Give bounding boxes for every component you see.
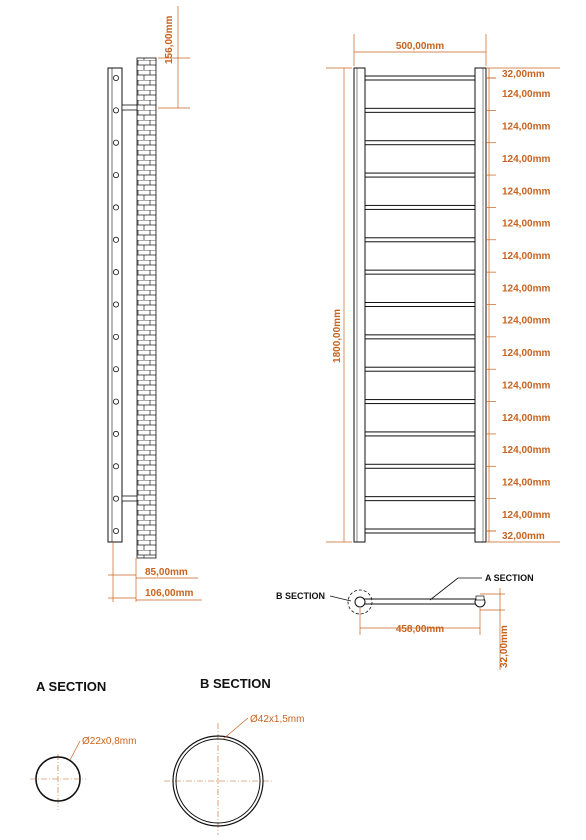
- spacing-dimension: 124,00mm: [502, 283, 551, 295]
- spacing-dimension: 124,00mm: [502, 509, 551, 521]
- section-a: [30, 679, 136, 810]
- bar-end-circles: [113, 75, 118, 533]
- spacing-dimension: 124,00mm: [502, 477, 551, 489]
- width-dimension: 500,00mm: [395, 41, 445, 52]
- bar-end-circle: [113, 399, 118, 404]
- front-bar: [365, 108, 475, 112]
- front-bar: [365, 303, 475, 307]
- bar-end-circle: [113, 108, 118, 113]
- left-collector: [354, 68, 365, 542]
- front-bar: [365, 173, 475, 177]
- bar-end-circle: [113, 496, 118, 501]
- b-section-title: B SECTION: [200, 676, 271, 691]
- bar-end-circle: [113, 75, 118, 80]
- front-view: [326, 34, 560, 542]
- bar-end-circle: [113, 528, 118, 533]
- side-view: [108, 6, 202, 602]
- plan-left-collector: [355, 597, 365, 607]
- b-section-callout: B SECTION: [276, 591, 326, 601]
- spacing-dimension: 124,00mm: [502, 348, 551, 360]
- front-bar: [365, 400, 475, 404]
- bottom-margin-dimension: 32,00mm: [502, 531, 545, 542]
- spacing-dimension: 124,00mm: [502, 445, 551, 457]
- spacing-dimensions: [486, 78, 550, 531]
- spacing-dimension: 124,00mm: [502, 89, 551, 101]
- top-bracket: [122, 105, 137, 110]
- front-bar: [365, 205, 475, 209]
- spacing-dimension: 124,00mm: [502, 121, 551, 133]
- spacing-dimension: 124,00mm: [502, 380, 551, 392]
- top-margin-dimension: 32,00mm: [502, 69, 545, 80]
- spacing-dimension: 124,00mm: [502, 153, 551, 165]
- front-bar: [365, 367, 475, 371]
- spacing-dimension: 124,00mm: [502, 186, 551, 198]
- bar-end-circle: [113, 302, 118, 307]
- bar-end-circle: [113, 431, 118, 436]
- front-bar: [365, 141, 475, 145]
- front-bar: [365, 497, 475, 501]
- bar-end-circle: [113, 464, 118, 469]
- spacing-dimension: 124,00mm: [502, 218, 551, 230]
- b-pipe-dimension: Ø42x1,5mm: [250, 714, 305, 725]
- front-bar: [365, 270, 475, 274]
- spacing-dimension: 124,00mm: [502, 315, 551, 327]
- spacing-dimension: 124,00mm: [502, 412, 551, 424]
- plan-width-dimension: 458,00mm: [395, 624, 445, 635]
- bar-end-circle: [113, 270, 118, 275]
- bar-end-circle: [113, 172, 118, 177]
- bar-end-circle: [113, 205, 118, 210]
- bottom-bracket: [122, 496, 137, 501]
- front-bar: [365, 464, 475, 468]
- front-bar: [365, 238, 475, 242]
- top-offset-dimension: 156,00mm: [164, 15, 175, 64]
- bar-end-circle: [113, 140, 118, 145]
- wall: [137, 58, 156, 558]
- plan-depth-dimension: 32,00mm: [499, 625, 510, 668]
- a-pipe-dimension: Ø22x0,8mm: [82, 736, 137, 747]
- right-collector: [475, 68, 486, 542]
- height-dimension: 1800,00mm: [332, 309, 343, 363]
- front-bar: [365, 335, 475, 339]
- section-b: [164, 676, 304, 835]
- front-bar: [365, 432, 475, 436]
- spacing-dimension: 124,00mm: [502, 250, 551, 262]
- bar-end-circle: [113, 367, 118, 372]
- front-bar: [365, 529, 475, 533]
- front-bars: [365, 76, 475, 533]
- plan-view: [276, 573, 534, 670]
- a-section-callout: A SECTION: [485, 573, 534, 583]
- a-section-title: A SECTION: [36, 679, 107, 694]
- bar-end-circle: [113, 334, 118, 339]
- front-bar: [365, 76, 475, 80]
- wall-inner-dimension: 85,00mm: [145, 567, 188, 578]
- wall-outer-dimension: 106,00mm: [145, 588, 194, 599]
- bar-end-circle: [113, 237, 118, 242]
